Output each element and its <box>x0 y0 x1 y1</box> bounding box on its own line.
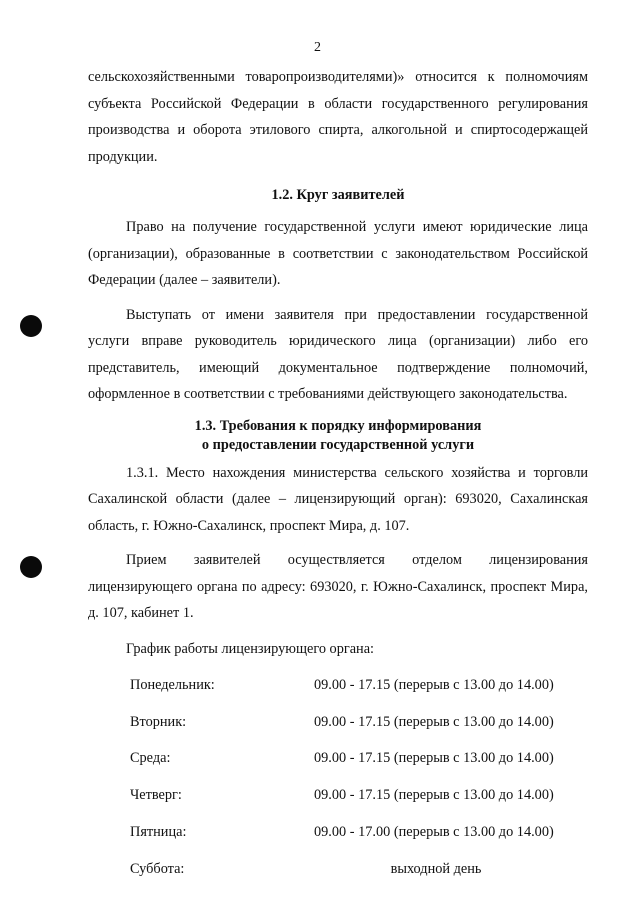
schedule-row <box>130 667 588 704</box>
section-heading-1-3-line1: 1.3. Требования к порядку информирования <box>194 417 482 434</box>
schedule-hours: 09.00 - 17.00 (перерыв с 13.00 до 14.00) <box>314 823 554 840</box>
page-number: 2 <box>314 40 321 55</box>
schedule-day: Понедельник: <box>130 677 215 694</box>
paragraph-applicants-representative: Выступать от имени заявителя при предоставлении государственной услуги вправе руководитель юридического лица (организации) либо его представитель, имеющий документальное подтверждение полномочий, оформленное в соответствии с требованиями действующего законодательства. <box>88 306 588 402</box>
work-schedule <box>130 667 588 887</box>
section-heading-1-3 <box>88 417 588 455</box>
document-body <box>88 64 588 887</box>
schedule-hours: выходной день <box>390 860 482 877</box>
schedule-day: Среда: <box>130 750 171 767</box>
paragraph-intro: сельскохозяйственными товаропроизводителями)» относится к полномочиям субъекта Российской Федерации в области государственного регулирования производства и оборота этилового спирта, алкогольной и спиртосодержащей продукции. <box>88 69 588 165</box>
schedule-hours: 09.00 - 17.15 (перерыв с 13.00 до 14.00) <box>314 750 554 767</box>
schedule-hours: 09.00 - 17.15 (перерыв с 13.00 до 14.00) <box>314 787 554 804</box>
schedule-day: Вторник: <box>130 713 187 730</box>
paragraph-location: 1.3.1. Место нахождения министерства сельского хозяйства и торговли Сахалинской области (далее – лицензирующий орган): 693020, Сахалинская область, г. Южно-Сахалинск, проспект Мира, д. 107. <box>88 464 588 534</box>
paragraph-applicants-right: Право на получение государственной услуги имеют юридические лица (организации), образованные в соответствии с законодательством Российской Федерации (далее – заявители). <box>88 219 588 288</box>
punch-hole-mark <box>20 556 42 578</box>
schedule-day: Пятница: <box>130 823 187 840</box>
section-heading-1-3-line2: о предоставлении государственной услуги <box>201 436 475 453</box>
schedule-label: График работы лицензирующего органа: <box>126 640 375 657</box>
section-heading-1-2: 1.2. Круг заявителей <box>271 187 405 203</box>
schedule-row <box>130 850 588 887</box>
schedule-row <box>130 704 588 741</box>
punch-hole-mark <box>20 315 42 337</box>
schedule-hours: 09.00 - 17.15 (перерыв с 13.00 до 14.00) <box>314 713 554 730</box>
paragraph-reception: Прием заявителей осуществляется отделом лицензирования лицензирующего органа по адресу: 693020, г. Южно-Сахалинск, проспект Мира, д. 107, кабинет 1. <box>88 552 588 621</box>
schedule-row <box>130 814 588 851</box>
schedule-row <box>130 740 588 777</box>
schedule-row <box>130 777 588 814</box>
schedule-day: Четверг: <box>130 787 182 804</box>
schedule-day: Суббота: <box>130 860 185 877</box>
schedule-hours: 09.00 - 17.15 (перерыв с 13.00 до 14.00) <box>314 677 554 694</box>
